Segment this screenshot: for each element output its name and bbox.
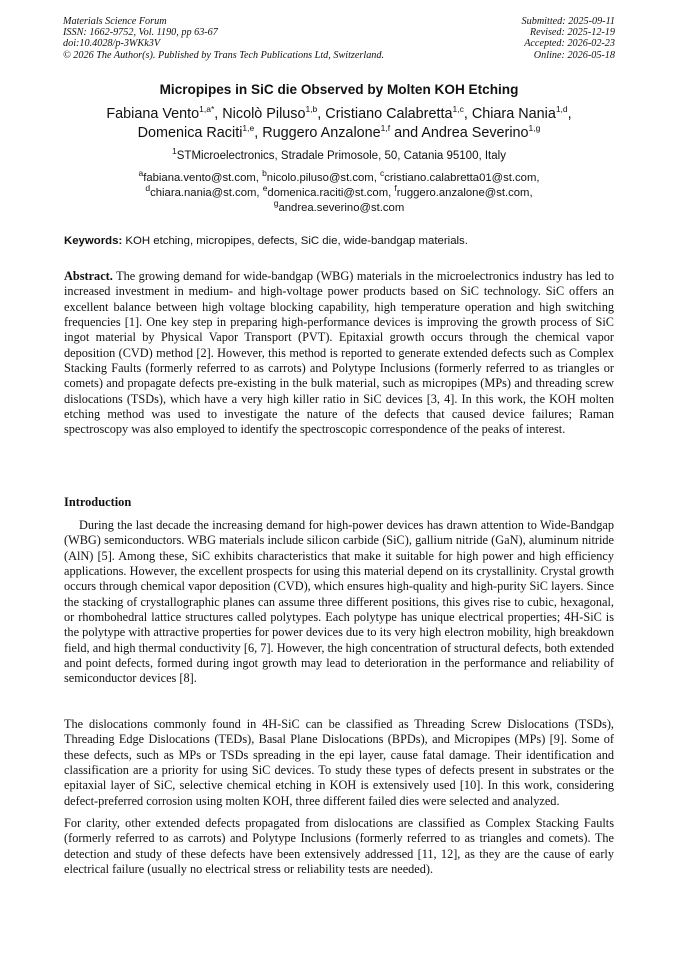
copyright-line: © 2026 The Author(s). Published by Trans Tech Publications Ltd, Switzerland.	[63, 49, 385, 61]
email-address[interactable]: domenica.raciti@st.com	[267, 186, 389, 199]
author-sep: ,	[567, 106, 572, 122]
author-list	[55, 105, 623, 143]
paper-title: Micropipes in SiC die Observed by Molten KOH Etching	[159, 82, 519, 97]
affiliation-sup: 1	[172, 146, 177, 157]
author-sep: ,	[463, 106, 472, 122]
author-name: Chiara Nania	[471, 106, 556, 122]
journal-header	[63, 16, 384, 61]
email-sup: b	[262, 168, 267, 179]
email[interactable]	[138, 168, 256, 184]
author	[222, 106, 325, 122]
publication-dates	[522, 16, 615, 61]
author-sep: ,	[254, 125, 263, 141]
author	[106, 106, 222, 122]
email-address[interactable]: andrea.severino@st.com	[278, 201, 405, 214]
author	[421, 125, 540, 141]
issn-line: ISSN: 1662-9752, Vol. 1190, pp 63-67	[63, 27, 218, 39]
email-address[interactable]: chiara.nania@st.com	[150, 186, 257, 199]
author-name: Fabiana Vento	[106, 106, 200, 122]
email[interactable]	[262, 183, 389, 199]
paragraph: For clarity, other extended defects propagated from dislocations are classified as Complex Stacking Faults (formerly referred to as carrots) and Polytype Inclusions (formerly referred to as triangles and comets). The detection and study of these defects have been extensively addressed [11, 12], as they are the cause of early electrical failure (usually no electrical stress or reliability tests are needed).	[64, 816, 614, 876]
author-sup: 1,e	[242, 123, 255, 134]
author-sup: 1,b	[305, 104, 318, 115]
keywords-label: Keywords:	[64, 235, 123, 247]
paragraph: The dislocations commonly found in 4H-SiC can be classified as Threading Screw Dislocations (TSDs), Threading Edge Dislocations (TEDs), Basal Plane Dislocations (BPDs), and Micropipes (MPs) [9]. Some of these defects, such as MPs or TSDs spreading in the epi layer, cause fatal damage. Their identification and classification are a priority for using SiC devices. To study these types of defects present in substrates or the epitaxial layer of SiC, selective chemical etching in KOH is extensively used [10]. In this work, considering defect-preferred corrosion using molten KOH, three different failed dies were selected and analyzed.	[64, 717, 614, 808]
email-sup: a	[138, 168, 144, 179]
author	[472, 106, 572, 122]
email-sup: d	[145, 183, 151, 194]
author-name: Domenica Raciti	[137, 125, 243, 141]
author-sep: and	[390, 125, 422, 141]
author-name: Cristiano Calabretta	[325, 106, 453, 122]
affiliation-text: STMicroelectronics, Stradale Primosole, 50, Catania 95100, Italy	[176, 150, 506, 162]
paragraph: During the last decade the increasing demand for high-power devices has drawn attention to Wide-Bandgap (WBG) semiconductors. WBG materials include silicon carbide (SiC), gallium nitride (GaN), aluminum nitride (AlN) [5]. Among these, SiC exhibits characteristics that make it suitable for high power and high efficiency applications. However, the excellent prospects for using this material depend on its crystallinity. Crystal growth occurs through chemical vapor deposition (CVD), which ensures high-quality and high-purity SiC layers. Since the stacking of crystallographic planes can assume three different positions, this gives rise to cubic, hexagonal, or rhombohedral lattice structures called polytypes. Each polytype has unique electrical properties; 4H-SiC is the polytype with attractive properties for power devices due to its very high electron mobility, high breakdown field, and high thermal conductivity [6, 7]. However, the high concentration of structural defects, both extended and point defects, formed during ingot growth may lead to deterioration in the performance and reliability of semiconductor devices [8].	[64, 518, 614, 686]
author-sup: 1,g	[528, 123, 541, 134]
author-sup: 1,d	[555, 104, 568, 115]
abstract-text: The growing demand for wide-bandgap (WBG) materials in the microelectronics industry has led to increased investment in medium- and high-voltage power products based on SiC technology. SiC offers an excellent balance between high voltage blocking capability, high temperature operation and high switching frequencies [1]. One key step in preparing high-performance devices is improving the growth process of SiC ingot material by Physical Vapor Transport (PVT). Epitaxial growth occurs through the chemical vapor deposition (CVD) method [2]. However, this method is reported to generate extended defects such as Complex Stacking Faults (formerly referred to as carrots) and Polytype Inclusions (formerly referred to as triangles or comets) and propagate defects pre-existing in the bulk material, such as micropipes (MPs) and threading screw dislocations (TSDs), which have a very high killer ratio in SiC devices [3, 4]. In this work, the KOH molten etching method was used to investigate the nature of the defects that caused device failures; Raman spectroscopy was also employed to identify the spectroscopic correspondence of the peaks of interest.	[64, 269, 614, 437]
revised-date: Revised: 2025-12-19	[529, 27, 615, 39]
author-emails: $^a$fabiana.vento@st.com, $^b$nicolo.piluso@st.com, $^c$cristiano.calabretta01@st.com, $^d$chiara.nania@st.com, $^e$domenica.raciti@st.com, $^f$ruggero.anzalone@st.com, $^g$andrea.severino@st.com	[138, 168, 540, 214]
email[interactable]	[262, 168, 374, 184]
abstract	[64, 269, 614, 437]
accepted-date: Accepted: 2026-02-23	[524, 38, 615, 50]
section-heading-introduction: Introduction	[64, 495, 132, 509]
email-address[interactable]: fabiana.vento@st.com	[143, 172, 256, 184]
author-sup: 1,c	[452, 104, 464, 115]
email-address[interactable]: ruggero.anzalone@st.com	[396, 186, 530, 199]
author	[325, 106, 472, 122]
author-sup: 1,a*	[199, 104, 215, 115]
doi-line: doi:10.4028/p-3WKk3V	[63, 38, 161, 50]
affiliation	[40, 146, 638, 162]
author-sup: 1,f	[380, 123, 391, 134]
email-address[interactable]: cristiano.calabretta01@st.com	[384, 172, 537, 184]
email[interactable]	[145, 183, 257, 199]
keywords	[64, 235, 614, 247]
keywords-text: KOH etching, micropipes, defects, SiC die, wide-bandgap materials.	[122, 235, 468, 247]
online-date: Online: 2026-05-18	[533, 49, 615, 61]
email[interactable]	[394, 183, 530, 199]
email-sup: c	[380, 168, 385, 179]
author	[262, 125, 421, 141]
email-sup: g	[273, 197, 279, 208]
email-address[interactable]: nicolo.piluso@st.com	[266, 172, 374, 184]
author-name: Andrea Severino	[421, 125, 529, 141]
email[interactable]	[273, 197, 405, 214]
author-name: Nicolò Piluso	[222, 106, 306, 122]
author-sep: ,	[317, 106, 326, 122]
author-name: Ruggero Anzalone	[262, 125, 381, 141]
email[interactable]	[380, 168, 537, 184]
email-sup: e	[262, 183, 268, 194]
author	[138, 125, 263, 141]
author-sep: ,	[214, 106, 223, 122]
abstract-label: Abstract.	[64, 269, 113, 283]
journal-name: Materials Science Forum	[63, 16, 167, 27]
submitted-date: Submitted: 2025-09-11	[521, 16, 615, 27]
email-sup: f	[394, 183, 397, 194]
